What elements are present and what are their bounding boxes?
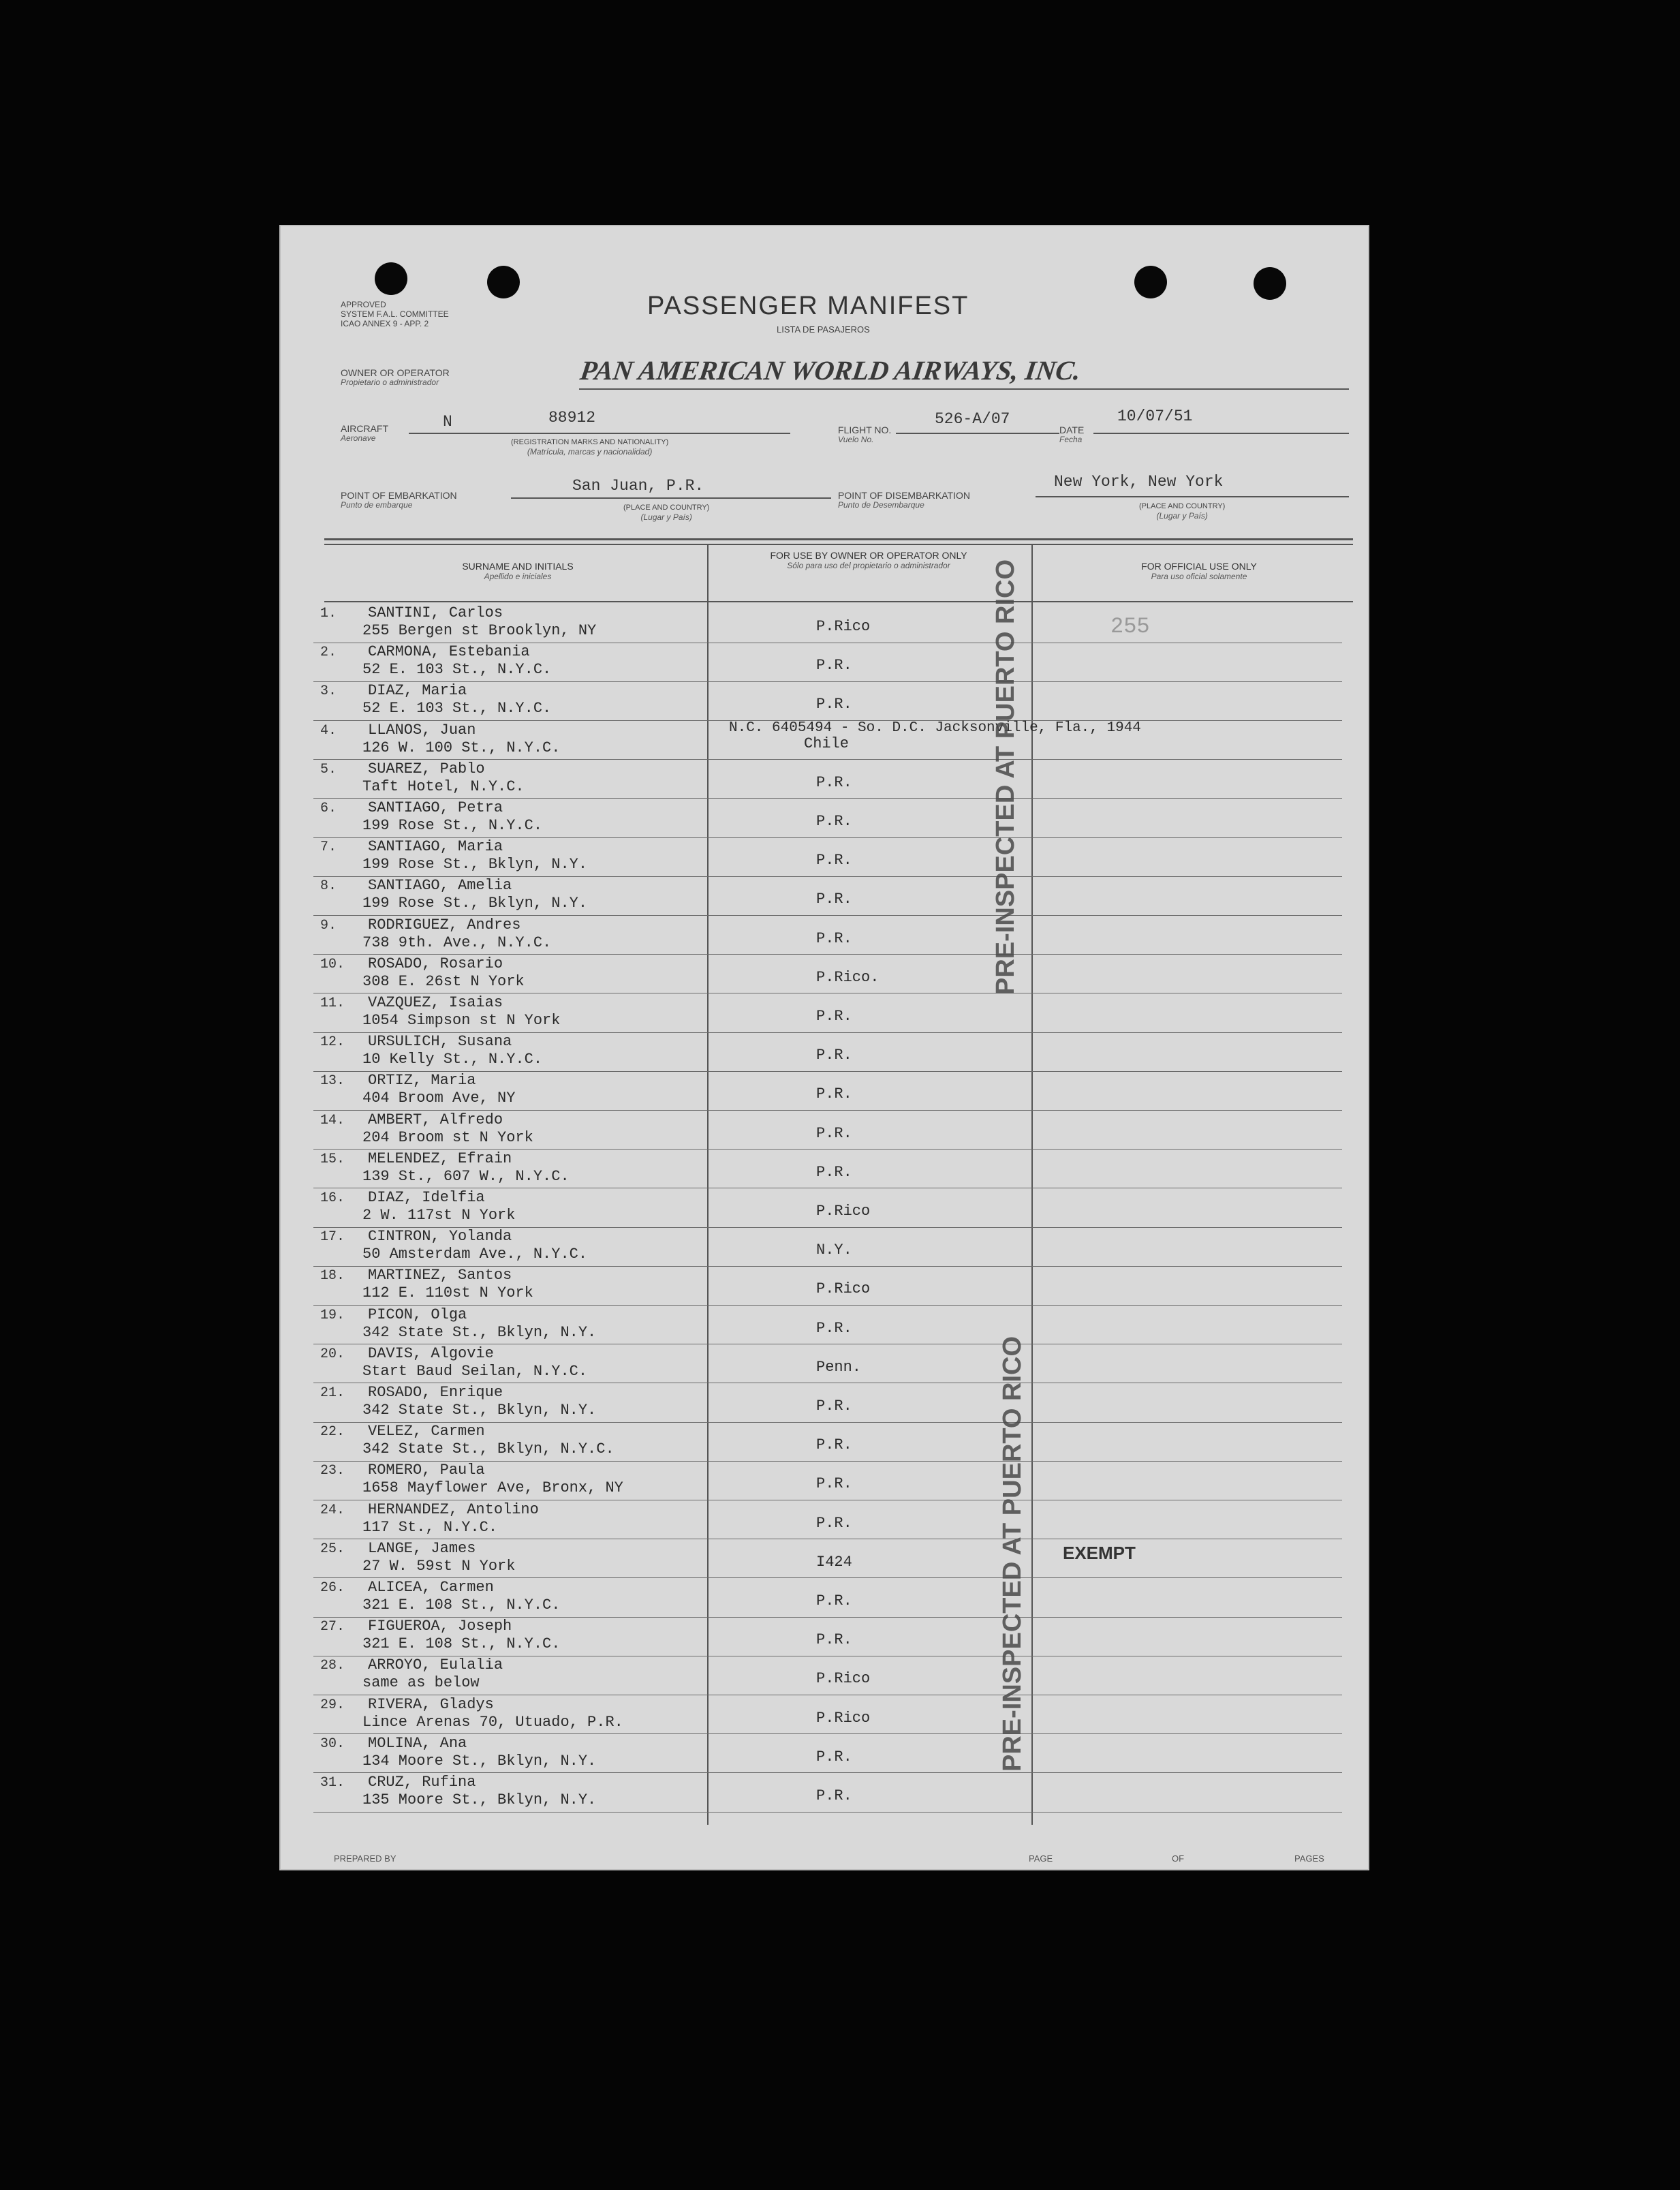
passenger-citizenship: P.Rico [816, 1280, 871, 1298]
row-number: 20. [320, 1346, 345, 1362]
row-number: 17. [320, 1229, 345, 1246]
passenger-address: Taft Hotel, N.Y.C. [362, 777, 525, 795]
punch-hole [487, 266, 520, 298]
passenger-name: LANGE, James [368, 1539, 476, 1557]
aircraft-no-prefix: N [443, 413, 452, 431]
passenger-name: PICON, Olga [368, 1306, 467, 1323]
passenger-row [313, 642, 1342, 682]
passenger-address: 126 W. 100 St., N.Y.C. [362, 739, 561, 756]
approval-line: ICAO ANNEX 9 - APP. 2 [341, 319, 429, 328]
passenger-address: 308 E. 26st N York [362, 972, 525, 990]
passenger-citizenship: P.R. [816, 1008, 852, 1025]
surname-header-text: SURNAME AND INITIALS [462, 561, 574, 572]
official-mark: EXEMPT [1063, 1542, 1136, 1563]
date-label [1059, 425, 1084, 444]
official-number: 255 [1110, 614, 1150, 639]
flight-label [838, 425, 891, 444]
row-number: 10. [320, 956, 345, 972]
owner-header-text: FOR USE BY OWNER OR OPERATOR ONLY [770, 550, 967, 561]
document-subtitle: LISTA DE PASAJEROS [777, 324, 870, 335]
date-value: 10/07/51 [1117, 407, 1193, 425]
passenger-row [313, 1265, 1342, 1306]
passenger-address: 135 Moore St., Bklyn, N.Y. [362, 1791, 597, 1808]
passenger-address: 50 Amsterdam Ave., N.Y.C. [362, 1246, 588, 1263]
passenger-name: URSULICH, Susana [368, 1033, 512, 1051]
passenger-citizenship: P.R. [816, 1436, 852, 1454]
flight-label-es: Vuelo No. [838, 435, 874, 444]
passenger-name: MARTINEZ, Santos [368, 1267, 512, 1284]
inspection-stamp: PRE-INSPECTED AT PUERTO RICO [998, 1336, 1027, 1772]
passenger-address: 321 E. 108 St., N.Y.C. [362, 1597, 561, 1614]
passenger-row [313, 1695, 1342, 1735]
passenger-address: 112 E. 110st N York [362, 1284, 533, 1302]
passenger-row [313, 1460, 1342, 1500]
passenger-row [313, 876, 1342, 916]
passenger-citizenship: I424 [816, 1553, 852, 1571]
row-number: 30. [320, 1736, 345, 1752]
passenger-address: Lince Arenas 70, Utuado, P.R. [362, 1713, 623, 1731]
passenger-citizenship: P.R. [816, 891, 852, 908]
passenger-citizenship: P.Rico [816, 618, 871, 635]
passenger-address: 134 Moore St., Bklyn, N.Y. [362, 1752, 597, 1770]
aircraft-label-text: AIRCRAFT [341, 423, 388, 434]
surname-column-header [368, 561, 668, 582]
passenger-citizenship: P.Rico [816, 1203, 871, 1220]
passenger-address: 2 W. 117st N York [362, 1207, 516, 1224]
passenger-address: 321 E. 108 St., N.Y.C. [362, 1635, 561, 1653]
passenger-row [313, 1421, 1342, 1462]
table-top-border-inner [324, 544, 1353, 545]
row-number: 22. [320, 1424, 345, 1440]
passenger-name: HERNANDEZ, Antolino [368, 1500, 539, 1518]
passenger-row [313, 603, 1342, 643]
row-number: 12. [320, 1034, 345, 1051]
punch-hole [1134, 266, 1167, 298]
passenger-address: 1054 Simpson st N York [362, 1012, 561, 1029]
passenger-name: SANTINI, Carlos [368, 604, 503, 621]
passenger-name: DAVIS, Algovie [368, 1344, 494, 1362]
passenger-name: ALICEA, Carmen [368, 1579, 494, 1596]
passenger-address: 10 Kelly St., N.Y.C. [362, 1051, 543, 1068]
aircraft-value: 88912 [548, 409, 596, 427]
embark-label-text: POINT OF EMBARKATION [341, 490, 457, 501]
passenger-row [313, 1577, 1342, 1618]
approval-line: APPROVED [341, 300, 386, 309]
passenger-row [313, 1772, 1342, 1813]
disembark-label [838, 491, 970, 510]
row-number: 29. [320, 1697, 345, 1713]
row-number: 1. [320, 606, 337, 621]
passenger-citizenship: P.R. [816, 1475, 852, 1493]
passenger-citizenship: P.R. [816, 1787, 852, 1804]
passenger-name: VELEZ, Carmen [368, 1423, 485, 1440]
row-number: 3. [320, 683, 337, 700]
row-number: 27. [320, 1619, 345, 1635]
passenger-citizenship: P.Rico [816, 1709, 871, 1727]
row-number: 2. [320, 645, 337, 661]
passenger-name: ROSADO, Enrique [368, 1384, 503, 1401]
date-label-es: Fecha [1059, 435, 1083, 444]
date-label-text: DATE [1059, 425, 1085, 435]
passenger-row [313, 1344, 1342, 1384]
header-rule [324, 601, 1353, 602]
owner-underline [579, 388, 1349, 390]
passenger-address: 342 State St., Bklyn, N.Y. [362, 1323, 597, 1341]
passenger-citizenship: P.R. [816, 1319, 852, 1337]
airline-name: PAN AMERICAN WORLD AIRWAYS, INC. [578, 355, 1083, 386]
passenger-citizenship: N.Y. [816, 1241, 852, 1259]
official-header-es: Para uso oficial solamente [1151, 572, 1247, 581]
row-number: 15. [320, 1151, 345, 1167]
disembark-value: New York, New York [1054, 473, 1224, 491]
row-number: 6. [320, 801, 337, 816]
prepared-by-label: PREPARED BY [334, 1853, 396, 1864]
inspection-stamp: PRE-INSPECTED AT PUERTO RICO [991, 559, 1020, 995]
passenger-row [313, 1305, 1342, 1345]
passenger-name: SUAREZ, Pablo [368, 760, 485, 777]
manifest-sheet [279, 225, 1369, 1870]
owner-label-text: OWNER OR OPERATOR [341, 367, 450, 378]
row-number: 23. [320, 1463, 345, 1479]
passenger-name: MELENDEZ, Efrain [368, 1150, 512, 1167]
passenger-row [313, 1149, 1342, 1189]
row-number: 8. [320, 878, 337, 895]
passenger-address: 199 Rose St., N.Y.C. [362, 817, 543, 834]
surname-header-es: Apellido e iniciales [484, 572, 552, 581]
page-label: PAGE [1029, 1853, 1053, 1864]
passenger-citizenship: P.Rico [816, 1670, 871, 1688]
passenger-name: DIAZ, Idelfia [368, 1189, 485, 1206]
passenger-citizenship: P.R. [816, 1514, 852, 1532]
passenger-name: LLANOS, Juan [368, 721, 476, 739]
passenger-citizenship: P.R. [816, 1124, 852, 1142]
table-top-border [324, 538, 1353, 540]
embark-value: San Juan, P.R. [572, 477, 704, 495]
row-number: 4. [320, 722, 337, 739]
embark-note-es: (Lugar y País) [640, 512, 692, 522]
owner-label-es: Propietario o administrador [341, 377, 439, 387]
passenger-row [313, 1383, 1342, 1423]
passenger-row [313, 837, 1342, 877]
passenger-citizenship: P.Rico. [816, 968, 880, 986]
passenger-address: 27 W. 59st N York [362, 1557, 516, 1575]
passenger-name: RIVERA, Gladys [368, 1695, 494, 1713]
passenger-address: same as below [362, 1674, 480, 1692]
passenger-citizenship: P.R. [816, 1398, 852, 1415]
disembark-label-es: Punto de Desembarque [838, 500, 924, 510]
passenger-citizenship: P.R. [816, 929, 852, 947]
passenger-address: 199 Rose St., Bklyn, N.Y. [362, 856, 588, 874]
row-number: 16. [320, 1190, 345, 1206]
passenger-row [313, 1070, 1342, 1111]
embark-label-es: Punto de embarque [341, 500, 413, 510]
owner-header-es: Sólo para uso del propietario o administrador [787, 561, 950, 570]
passenger-row [313, 759, 1342, 799]
passenger-address: 342 State St., Bklyn, N.Y.C. [362, 1440, 615, 1458]
passenger-citizenship: P.R. [816, 1047, 852, 1064]
row-number: 9. [320, 917, 337, 934]
row-number: 21. [320, 1385, 345, 1401]
aircraft-label [341, 424, 388, 443]
flight-value: 526-A/07 [935, 410, 1010, 428]
passenger-name: RODRIGUEZ, Andres [368, 916, 521, 934]
passenger-address: 199 Rose St., Bklyn, N.Y. [362, 895, 588, 912]
registration-note-text: (REGISTRATION MARKS AND NATIONALITY) [511, 438, 669, 446]
passenger-citizenship: P.R. [816, 1163, 852, 1181]
official-column-header [1076, 561, 1322, 582]
embark-underline [511, 497, 831, 499]
passenger-address: 404 Broom Ave, NY [362, 1090, 516, 1107]
passenger-row [313, 915, 1342, 955]
aircraft-underline [409, 433, 790, 434]
passenger-citizenship: P.R. [816, 657, 852, 675]
passenger-citizenship: P.R. [816, 1748, 852, 1765]
row-number: 26. [320, 1580, 345, 1596]
passenger-address: 342 State St., Bklyn, N.Y. [362, 1402, 597, 1419]
passenger-name: ORTIZ, Maria [368, 1072, 476, 1090]
passenger-name: FIGUEROA, Joseph [368, 1618, 512, 1635]
row-number: 28. [320, 1658, 345, 1674]
passenger-row [313, 993, 1342, 1033]
passenger-name: ROMERO, Paula [368, 1462, 485, 1479]
approval-note [341, 300, 449, 328]
passenger-name: MOLINA, Ana [368, 1734, 467, 1752]
passenger-citizenship: P.R. [816, 1631, 852, 1649]
passenger-address: 139 St., 607 W., N.Y.C. [362, 1167, 570, 1185]
disembark-underline [1036, 496, 1349, 497]
flight-label-text: FLIGHT NO. [838, 425, 892, 435]
row-number: 7. [320, 839, 337, 856]
passenger-row [313, 1733, 1342, 1774]
passenger-row [313, 681, 1342, 721]
row-number: 24. [320, 1502, 345, 1518]
owner-label [341, 368, 450, 387]
aircraft-label-es: Aeronave [341, 433, 376, 443]
row-number: 13. [320, 1073, 345, 1090]
passenger-row [313, 1500, 1342, 1540]
flight-underline [896, 433, 1059, 434]
pages-label: PAGES [1294, 1853, 1324, 1864]
passenger-citizenship: Penn. [816, 1358, 862, 1376]
row-number: 25. [320, 1541, 345, 1557]
passenger-address: 52 E. 103 St., N.Y.C. [362, 700, 552, 718]
passenger-row [313, 1539, 1342, 1579]
passenger-name: ARROYO, Eulalia [368, 1656, 503, 1674]
passenger-citizenship: P.R. [816, 1592, 852, 1609]
registration-note [511, 437, 668, 457]
passenger-address: 255 Bergen st Brooklyn, NY [362, 622, 597, 639]
passenger-row [313, 1032, 1342, 1072]
disembark-note [1139, 502, 1225, 521]
row-number: 5. [320, 761, 337, 777]
passenger-name: VAZQUEZ, Isaias [368, 994, 503, 1011]
passenger-name: CINTRON, Yolanda [368, 1228, 512, 1246]
passenger-name: CARMONA, Estebania [368, 643, 530, 661]
date-underline [1093, 433, 1349, 434]
passenger-row [313, 1616, 1342, 1656]
punch-hole [1254, 267, 1286, 300]
row-number: 11. [320, 996, 345, 1011]
official-header-text: FOR OFFICIAL USE ONLY [1141, 561, 1257, 572]
passenger-row [313, 1655, 1342, 1695]
row-number: 19. [320, 1307, 345, 1323]
passenger-citizenship: P.R. [816, 773, 852, 791]
embark-label [341, 491, 457, 510]
row-number: 18. [320, 1268, 345, 1284]
passenger-address: 738 9th. Ave., N.Y.C. [362, 934, 552, 951]
disembark-note-text: (PLACE AND COUNTRY) [1139, 502, 1226, 510]
disembark-note-es: (Lugar y País) [1156, 511, 1208, 521]
passenger-row [313, 954, 1342, 994]
passenger-address: 1658 Mayflower Ave, Bronx, NY [362, 1479, 623, 1497]
passenger-address: 204 Broom st N York [362, 1128, 533, 1146]
passenger-name: ROSADO, Rosario [368, 955, 503, 972]
passenger-citizenship: Chile [804, 735, 850, 752]
passenger-address: 117 St., N.Y.C. [362, 1518, 498, 1536]
passenger-name: SANTIAGO, Maria [368, 838, 503, 856]
document-title: PASSENGER MANIFEST [647, 292, 969, 320]
passenger-row [313, 1227, 1342, 1267]
passenger-citizenship: P.R. [816, 852, 852, 869]
embark-note [623, 503, 709, 522]
owner-column-header [763, 551, 974, 571]
row-number: 31. [320, 1775, 345, 1791]
punch-hole [375, 262, 407, 295]
disembark-label-text: POINT OF DISEMBARKATION [838, 490, 970, 501]
embark-note-text: (PLACE AND COUNTRY) [623, 504, 710, 512]
passenger-name: AMBERT, Alfredo [368, 1111, 503, 1128]
of-label: OF [1172, 1853, 1185, 1864]
row-number: 14. [320, 1112, 345, 1128]
passenger-name: CRUZ, Rufina [368, 1774, 476, 1791]
passenger-citizenship: P.R. [816, 813, 852, 830]
passenger-row [313, 720, 1342, 760]
registration-note-es: (Matrícula, marcas y nacionalidad) [527, 447, 653, 457]
passenger-name: SANTIAGO, Amelia [368, 877, 512, 895]
passenger-note: N.C. 6405494 - So. D.C. Jacksonville, Fla., 1944 [729, 720, 1141, 736]
passenger-row [313, 1110, 1342, 1150]
passenger-address: 52 E. 103 St., N.Y.C. [362, 661, 552, 679]
passenger-citizenship: P.R. [816, 1085, 852, 1103]
passenger-address: Start Baud Seilan, N.Y.C. [362, 1362, 588, 1380]
passenger-row [313, 1188, 1342, 1228]
passenger-citizenship: P.R. [816, 696, 852, 713]
passenger-name: DIAZ, Maria [368, 682, 467, 700]
passenger-row [313, 798, 1342, 838]
passenger-name: SANTIAGO, Petra [368, 799, 503, 816]
approval-line: SYSTEM F.A.L. COMMITTEE [341, 309, 449, 319]
